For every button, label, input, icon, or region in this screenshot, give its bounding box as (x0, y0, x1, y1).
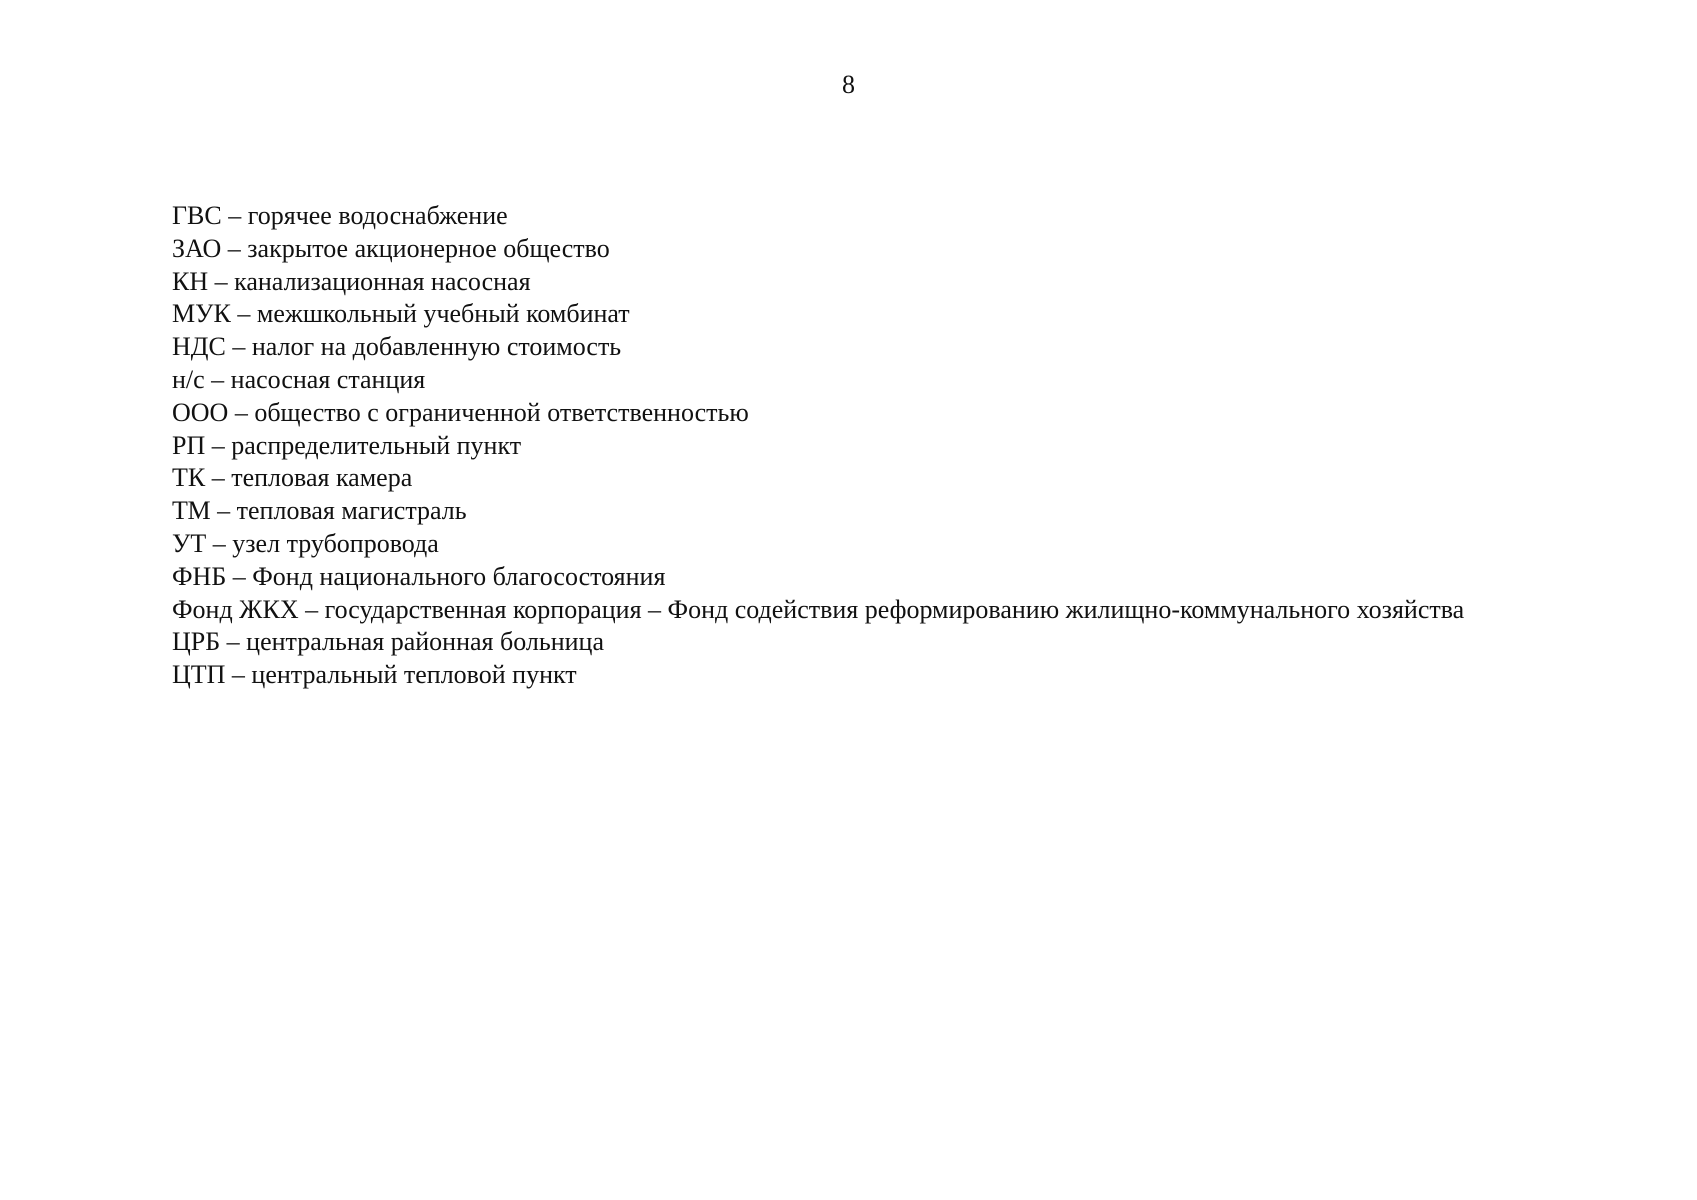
abbreviation-list (172, 200, 1464, 692)
abbreviation-item: КН – канализационная насосная (172, 266, 531, 296)
abbreviation-item: ЗАО – закрытое акционерное общество (172, 233, 610, 263)
abbreviation-item: УТ – узел трубопровода (172, 528, 439, 558)
abbreviation-item: ФНБ – Фонд национального благосостояния (172, 561, 666, 591)
abbreviation-item: ООО – общество с ограниченной ответственностью (172, 397, 749, 427)
page-number: 8 (842, 70, 855, 99)
abbreviation-item: ГВС – горячее водоснабжение (172, 201, 508, 230)
abbreviation-item: ЦТП – центральный тепловой пункт (172, 660, 577, 690)
abbreviation-item: РП – распределительный пункт (172, 430, 522, 460)
abbreviation-item: ТМ – тепловая магистраль (172, 496, 467, 526)
abbreviation-item: ТК – тепловая камера (172, 463, 413, 493)
abbreviation-item: МУК – межшкольный учебный комбинат (172, 299, 630, 329)
abbreviation-item: ЦРБ – центральная районная больница (172, 627, 605, 657)
abbreviation-item: НДС – налог на добавленную стоимость (172, 332, 622, 362)
abbreviation-item: Фонд ЖКХ – государственная корпорация – Фонд содействия реформированию жилищно-коммунального хозяйства (172, 594, 1465, 624)
abbreviation-item: н/с – насосная станция (172, 364, 426, 394)
